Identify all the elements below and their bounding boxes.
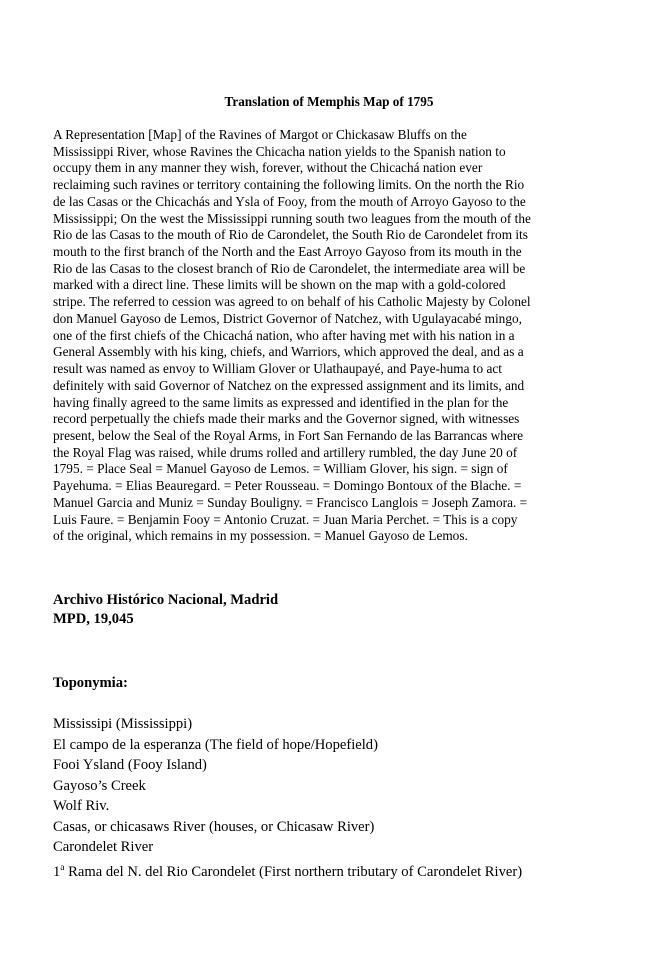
source-reference: MPD, 19,045 bbox=[53, 610, 134, 627]
paragraph-line: don Manuel Gayoso de Lemos, District Governor of Natchez, with Ugulayacabé mingo, bbox=[53, 310, 522, 326]
toponymy-item: El campo de la esperanza (The field of hope/Hopefield) bbox=[53, 736, 378, 753]
paragraph-line: stripe. The referred to cession was agreed to on behalf of his Catholic Majesty by Colonel bbox=[53, 294, 531, 310]
paragraph-line: marked with a direct line. These limits will be shown on the map with a gold-colored bbox=[53, 277, 506, 293]
toponymy-item: Mississipi (Mississippi) bbox=[53, 716, 193, 732]
paragraph-line: A Representation [Map] of the Ravines of Margot or Chickasaw Bluffs on the bbox=[53, 127, 467, 142]
document-title: Translation of Memphis Map of 1795 bbox=[224, 94, 434, 109]
paragraph-line: having finally agreed to the same limits as expressed and identified in the plan for the bbox=[53, 394, 509, 410]
ordinal-number: 1 bbox=[53, 864, 61, 880]
paragraph-line: Manuel Garcia and Muniz = Sunday Bouligny. = Francisco Langlois = Joseph Zamora. = bbox=[53, 494, 528, 510]
paragraph-line: Luis Faure. = Benjamin Fooy = Antonio Cruzat. = Juan Maria Perchet. = This is a copy bbox=[53, 511, 518, 527]
paragraph-line: the Royal Flag was raised, while drums rolled and artillery rumbled, the day June 20 of bbox=[53, 444, 518, 460]
source-citation bbox=[53, 591, 278, 628]
paragraph-line: de las Casas or the Chicachás and Ysla of Fooy, from the mouth of Arroyo Gayoso to the bbox=[53, 193, 526, 209]
source-archive: Archivo Histórico Nacional, Madrid bbox=[53, 592, 279, 608]
paragraph-line: Payehuma. = Elias Beauregard. = Peter Rousseau. = Domingo Bontoux of the Blache. = bbox=[53, 478, 522, 494]
toponymy-item: Gayoso’s Creek bbox=[53, 777, 146, 794]
paragraph-line: reclaiming such ravines or territory containing the following limits. On the north the Rio bbox=[53, 177, 525, 193]
paragraph-line: record perpetually the chiefs made their marks and the Governor signed, with witnesses bbox=[53, 411, 520, 427]
toponymy-item: Carondelet River bbox=[53, 839, 154, 855]
paragraph-line: result was named as envoy to William Glover or Ulathaupayé, and Paye-huma to act bbox=[53, 361, 502, 377]
toponymy-heading: Toponymia: bbox=[53, 675, 128, 691]
toponymy-item: Fooi Ysland (Fooy Island) bbox=[53, 757, 207, 773]
paragraph-line: of the original, which remains in my possession. = Manuel Gayoso de Lemos. bbox=[53, 528, 468, 544]
paragraph-line: Mississippi; On the west the Mississippi running south two leagues from the mouth of the bbox=[53, 210, 531, 226]
paragraph-line: General Assembly with his king, chiefs, and Warriors, which approved the deal, and as a bbox=[53, 344, 524, 360]
paragraph-line: definitely with said Governor of Natchez on the expressed assignment and its limits, and bbox=[53, 377, 525, 393]
paragraph-line: occupy them in any manner they wish, forever, without the Chicachá nation ever bbox=[53, 160, 483, 176]
toponymy-item: Casas, or chicasaws River (houses, or Chicasaw River) bbox=[53, 818, 375, 835]
paragraph-line: Rio de las Casas to the mouth of Rio de Carondelet, the South Rio de Carondelet from its bbox=[53, 227, 528, 243]
toponymy-item-tributary bbox=[53, 862, 522, 882]
paragraph-line: 1795. = Place Seal = Manuel Gayoso de Lemos. = William Glover, his sign. = sign of bbox=[53, 461, 508, 477]
tributary-text: Rama del N. del Rio Carondelet (First northern tributary of Carondelet River) bbox=[64, 864, 523, 880]
paragraph-line: mouth to the first branch of the North and the East Arroyo Gayoso from its mouth in the bbox=[53, 244, 522, 260]
toponymy-item: Wolf Riv. bbox=[53, 798, 110, 814]
paragraph-line: present, below the Seal of the Royal Arms, in Fort San Fernando de las Barrancas where bbox=[53, 427, 524, 443]
ordinal-superscript: a bbox=[60, 863, 65, 874]
translation-paragraph bbox=[53, 127, 613, 545]
paragraph-line: Mississippi River, whose Ravines the Chicacha nation yields to the Spanish nation to bbox=[53, 143, 506, 159]
paragraph-line: Rio de las Casas to the closest branch of Rio de Carondelet, the intermediate area will be bbox=[53, 260, 526, 276]
paragraph-line: one of the first chiefs of the Chicachá nation, who after having met with his nation in a bbox=[53, 327, 515, 343]
toponymy-list bbox=[53, 714, 378, 858]
